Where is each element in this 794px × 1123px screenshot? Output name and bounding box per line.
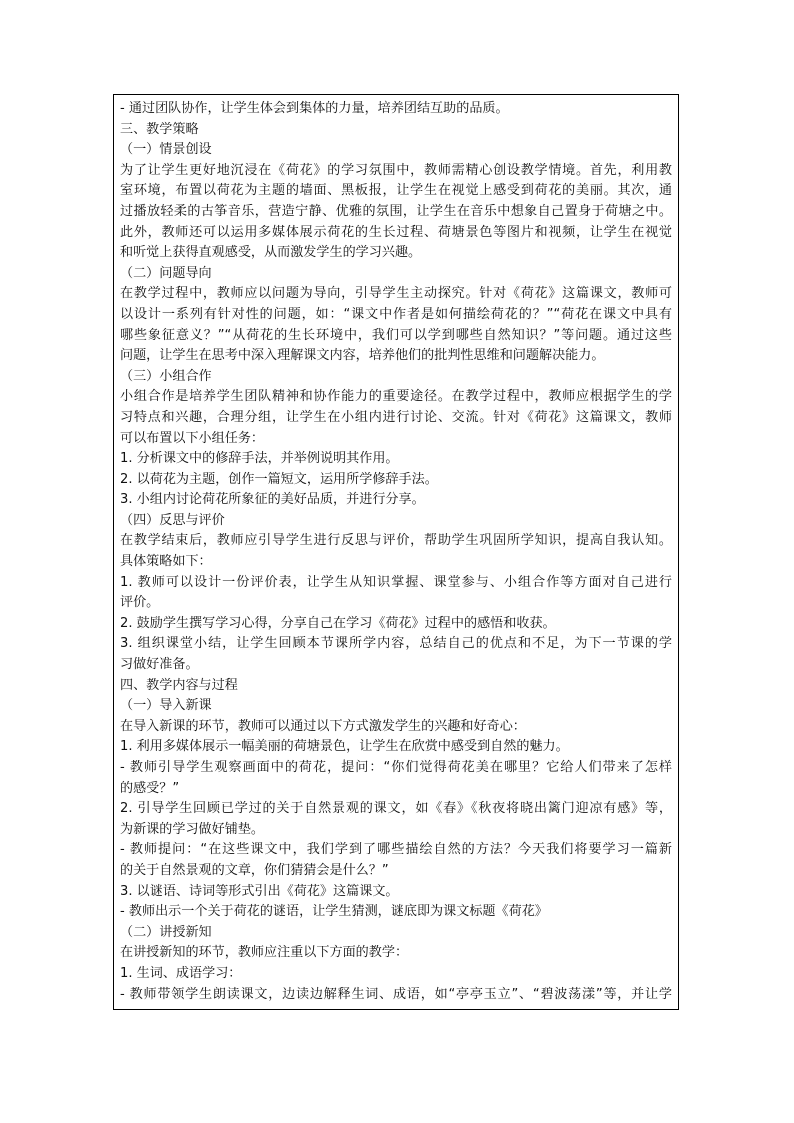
text-line: - 教师提问：“在这些课文中，我们学到了哪些描绘自然的方法？今天我们将要学习一篇新	[120, 842, 672, 858]
text-line: 小组合作是培养学生团队精神和协作能力的重要途径。在教学过程中，教师应根据学生的学	[120, 389, 672, 405]
text-line: 在教学过程中，教师应以问题为导向，引导学生主动探究。针对《荷花》这篇课文，教师可	[120, 286, 672, 302]
text-line: 和听觉上获得直观感受，从而激发学生的学习兴趣。	[120, 245, 422, 261]
text-line: 在导入新课的环节，教师可以通过以下方式激发学生的兴趣和好奇心：	[120, 718, 526, 734]
text-line: 习做好准备。	[120, 657, 199, 673]
text-line: 具体策略如下：	[120, 554, 212, 570]
text-line: - 通过团队协作，让学生体会到集体的力量，培养团结互助的品质。	[120, 101, 509, 116]
text-line: - 教师带领学生朗读课文，边读边解释生词、成语，如“亭亭玉立”、“碧波荡漾”等，并让学	[120, 986, 672, 1002]
text-line: 1. 利用多媒体展示一幅美丽的荷塘景色，让学生在欣赏中感受到自然的魅力。	[120, 739, 569, 755]
text-line: 哪些象征意义？”“从荷花的生长环境中，我们可以学到哪些自然知识？”等问题。通过这些	[120, 327, 672, 343]
text-line: 为新课的学习做好铺垫。	[120, 821, 265, 837]
text-line: 1. 生词、成语学习：	[120, 965, 242, 981]
text-line: 为了让学生更好地沉浸在《荷花》的学习氛围中，教师需精心创设教学情境。首先，利用教	[120, 162, 672, 178]
text-line: 问题，让学生在思考中深入理解课文内容，培养他们的批判性思维和问题解决能力。	[120, 348, 605, 364]
page-content-frame	[113, 94, 679, 1010]
text-line: （四）反思与评价	[120, 512, 225, 528]
text-line: 3. 以谜语、诗词等形式引出《荷花》这篇课文。	[120, 883, 399, 899]
text-line: - 教师出示一个关于荷花的谜语，让学生猜测，谜底即为课文标题《荷花》	[120, 904, 548, 920]
text-line: 2. 以荷花为主题，创作一篇短文，运用所学修辞手法。	[120, 471, 438, 487]
text-line: 1. 教师可以设计一份评价表，让学生从知识掌握、课堂参与、小组合作等方面对自己进行	[120, 574, 672, 590]
text-line: 室环境，布置以荷花为主题的墙面、黑板报，让学生在视觉上感受到荷花的美丽。其次，通	[120, 183, 672, 199]
text-line: 以设计一系列有针对性的问题，如：“课文中作者是如何描绘荷花的？”“荷花在课文中具有	[120, 306, 672, 322]
text-line: 在教学结束后，教师应引导学生进行反思与评价，帮助学生巩固所学知识，提高自我认知。	[120, 533, 672, 549]
text-line: 的关于自然景观的文章，你们猜猜会是什么？”	[120, 862, 389, 878]
text-line: 的感受？”	[120, 780, 180, 796]
text-line: 2. 鼓励学生撰写学习心得，分享自己在学习《荷花》过程中的感悟和收获。	[120, 615, 556, 631]
text-line: 3. 小组内讨论荷花所象征的美好品质，并进行分享。	[120, 492, 425, 508]
text-line: （一）导入新课	[120, 698, 212, 714]
text-line: 四、教学内容与过程	[120, 677, 238, 693]
text-line: （二）讲授新知	[120, 924, 212, 940]
text-line: 习特点和兴趣，合理分组，让学生在小组内进行讨论、交流。针对《荷花》这篇课文，教师	[120, 409, 672, 425]
text-line: 此外，教师还可以运用多媒体展示荷花的生长过程、荷塘景色等图片和视频，让学生在视觉	[120, 224, 672, 240]
text-line: - 教师引导学生观察画面中的荷花，提问：“你们觉得荷花美在哪里？它给人们带来了怎样	[120, 760, 672, 775]
text-line: 3. 组织课堂小结，让学生回顾本节课所学内容，总结自己的优点和不足，为下一节课的学	[120, 636, 672, 652]
text-line: （一）情景创设	[120, 142, 212, 158]
text-line: 评价。	[120, 595, 160, 611]
text-line: 过播放轻柔的古筝音乐，营造宁静、优雅的氛围，让学生在音乐中想象自己置身于荷塘之中。	[120, 203, 672, 219]
text-line: （二）问题导向	[120, 265, 212, 281]
text-line: 1. 分析课文中的修辞手法，并举例说明其作用。	[120, 451, 399, 467]
text-line: 可以布置以下小组任务：	[120, 430, 265, 446]
text-line: 三、教学策略	[120, 121, 199, 137]
text-line: 2. 引导学生回顾已学过的关于自然景观的课文，如《春》《秋夜将晓出篱门迎凉有感》等，	[120, 801, 672, 817]
text-line: （三）小组合作	[120, 368, 212, 384]
text-line: 在讲授新知的环节，教师应注重以下方面的教学：	[120, 945, 409, 961]
